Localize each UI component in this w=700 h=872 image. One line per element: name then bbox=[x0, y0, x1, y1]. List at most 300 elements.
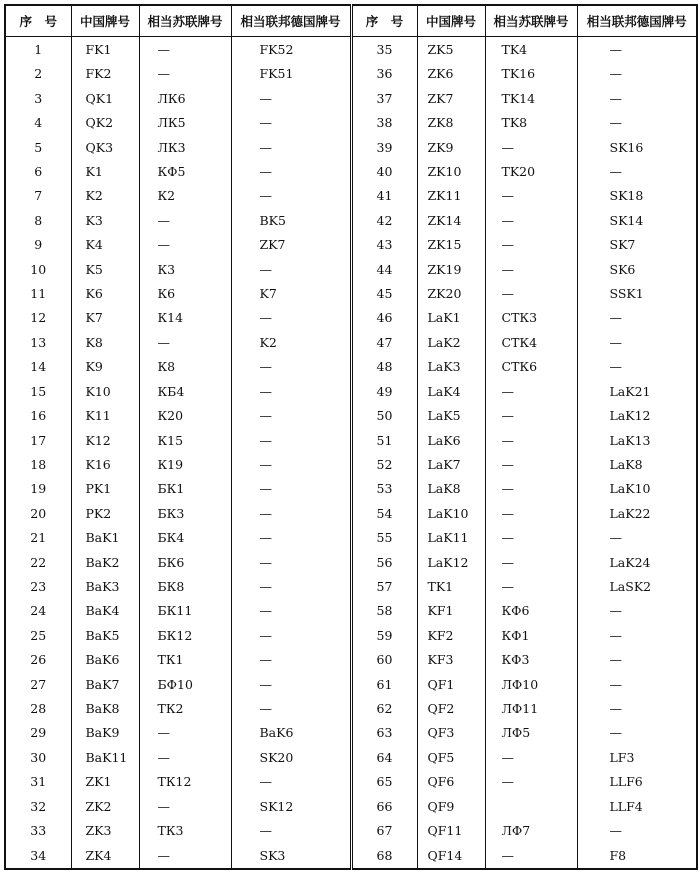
soviet-grade-cell: ЛФ11 bbox=[485, 696, 577, 720]
soviet-grade-cell: — bbox=[485, 379, 577, 403]
table-row bbox=[5, 721, 697, 745]
soviet-grade-cell: БК6 bbox=[139, 550, 231, 574]
soviet-grade-cell: — bbox=[139, 794, 231, 818]
index-cell: 64 bbox=[351, 745, 417, 769]
german-grade-cell: — bbox=[231, 574, 351, 598]
chinese-grade-cell: FK2 bbox=[71, 62, 139, 86]
index-cell: 18 bbox=[5, 452, 71, 476]
chinese-grade-cell: ZK4 bbox=[71, 843, 139, 869]
chinese-grade-cell: K3 bbox=[71, 208, 139, 232]
table-row bbox=[5, 843, 697, 869]
index-cell: 67 bbox=[351, 818, 417, 842]
chinese-grade-cell: ZK15 bbox=[417, 233, 485, 257]
index-cell: 27 bbox=[5, 672, 71, 696]
glass-grade-comparison-table bbox=[4, 4, 698, 870]
table-row bbox=[5, 574, 697, 598]
german-grade-cell: — bbox=[231, 599, 351, 623]
chinese-grade-cell: BaK3 bbox=[71, 574, 139, 598]
chinese-grade-cell: QF14 bbox=[417, 843, 485, 869]
soviet-grade-cell: КФ5 bbox=[139, 159, 231, 183]
german-grade-cell: — bbox=[231, 184, 351, 208]
soviet-grade-cell: ЛФ7 bbox=[485, 818, 577, 842]
table-row bbox=[5, 135, 697, 159]
header-cell: 相当苏联牌号 bbox=[485, 5, 577, 37]
soviet-grade-cell: — bbox=[139, 330, 231, 354]
index-cell: 66 bbox=[351, 794, 417, 818]
german-grade-cell: — bbox=[577, 86, 697, 110]
chinese-grade-cell: LaK8 bbox=[417, 477, 485, 501]
german-grade-cell: — bbox=[231, 86, 351, 110]
chinese-grade-cell: K4 bbox=[71, 233, 139, 257]
soviet-grade-cell: — bbox=[485, 843, 577, 869]
german-grade-cell: SK3 bbox=[231, 843, 351, 869]
soviet-grade-cell: ТК3 bbox=[139, 818, 231, 842]
german-grade-cell: — bbox=[231, 477, 351, 501]
german-grade-cell: BK5 bbox=[231, 208, 351, 232]
chinese-grade-cell: LaK10 bbox=[417, 501, 485, 525]
index-cell: 55 bbox=[351, 525, 417, 549]
soviet-grade-cell: БК1 bbox=[139, 477, 231, 501]
german-grade-cell: SK18 bbox=[577, 184, 697, 208]
table-row bbox=[5, 770, 697, 794]
soviet-grade-cell: ЛК6 bbox=[139, 86, 231, 110]
german-grade-cell: SK12 bbox=[231, 794, 351, 818]
soviet-grade-cell: ЛФ10 bbox=[485, 672, 577, 696]
soviet-grade-cell: — bbox=[485, 208, 577, 232]
german-grade-cell: K7 bbox=[231, 281, 351, 305]
soviet-grade-cell: К3 bbox=[139, 257, 231, 281]
german-grade-cell: — bbox=[231, 672, 351, 696]
soviet-grade-cell: — bbox=[485, 233, 577, 257]
table-row bbox=[5, 623, 697, 647]
german-grade-cell: K2 bbox=[231, 330, 351, 354]
chinese-grade-cell: KF3 bbox=[417, 647, 485, 671]
chinese-grade-cell: BaK11 bbox=[71, 745, 139, 769]
index-cell: 32 bbox=[5, 794, 71, 818]
german-grade-cell: LaK24 bbox=[577, 550, 697, 574]
soviet-grade-cell: СТК6 bbox=[485, 355, 577, 379]
table-row bbox=[5, 330, 697, 354]
german-grade-cell: — bbox=[231, 379, 351, 403]
soviet-grade-cell: К19 bbox=[139, 452, 231, 476]
chinese-grade-cell: LaK12 bbox=[417, 550, 485, 574]
german-grade-cell: — bbox=[577, 159, 697, 183]
index-cell: 57 bbox=[351, 574, 417, 598]
soviet-grade-cell: TK14 bbox=[485, 86, 577, 110]
german-grade-cell: — bbox=[231, 623, 351, 647]
chinese-grade-cell: LaK7 bbox=[417, 452, 485, 476]
header-cell: 相当联邦德国牌号 bbox=[231, 5, 351, 37]
index-cell: 35 bbox=[351, 37, 417, 62]
index-cell: 22 bbox=[5, 550, 71, 574]
table-row bbox=[5, 403, 697, 427]
chinese-grade-cell: BaK8 bbox=[71, 696, 139, 720]
soviet-grade-cell: БК12 bbox=[139, 623, 231, 647]
table-row bbox=[5, 111, 697, 135]
soviet-grade-cell: КФ6 bbox=[485, 599, 577, 623]
german-grade-cell: — bbox=[231, 501, 351, 525]
german-grade-cell: — bbox=[231, 770, 351, 794]
soviet-grade-cell: — bbox=[139, 721, 231, 745]
chinese-grade-cell: LaK5 bbox=[417, 403, 485, 427]
german-grade-cell: — bbox=[577, 62, 697, 86]
table-row bbox=[5, 159, 697, 183]
index-cell: 34 bbox=[5, 843, 71, 869]
index-cell: 48 bbox=[351, 355, 417, 379]
index-cell: 33 bbox=[5, 818, 71, 842]
chinese-grade-cell: BaK6 bbox=[71, 647, 139, 671]
index-cell: 61 bbox=[351, 672, 417, 696]
index-cell: 29 bbox=[5, 721, 71, 745]
chinese-grade-cell: BaK5 bbox=[71, 623, 139, 647]
index-cell: 53 bbox=[351, 477, 417, 501]
german-grade-cell: — bbox=[231, 159, 351, 183]
german-grade-cell: FK52 bbox=[231, 37, 351, 62]
header-cell: 序 号 bbox=[5, 5, 71, 37]
soviet-grade-cell: СТК3 bbox=[485, 306, 577, 330]
chinese-grade-cell: K8 bbox=[71, 330, 139, 354]
german-grade-cell: SSK1 bbox=[577, 281, 697, 305]
table-row bbox=[5, 257, 697, 281]
index-cell: 31 bbox=[5, 770, 71, 794]
table-row bbox=[5, 355, 697, 379]
soviet-grade-cell: ТК12 bbox=[139, 770, 231, 794]
chinese-grade-cell: LaK11 bbox=[417, 525, 485, 549]
chinese-grade-cell: K1 bbox=[71, 159, 139, 183]
chinese-grade-cell: LaK4 bbox=[417, 379, 485, 403]
soviet-grade-cell: — bbox=[485, 184, 577, 208]
chinese-grade-cell: K16 bbox=[71, 452, 139, 476]
chinese-grade-cell: ZK14 bbox=[417, 208, 485, 232]
table-header bbox=[5, 5, 697, 37]
soviet-grade-cell: К20 bbox=[139, 403, 231, 427]
german-grade-cell: SK16 bbox=[577, 135, 697, 159]
soviet-grade-cell: К15 bbox=[139, 428, 231, 452]
chinese-grade-cell: TK1 bbox=[417, 574, 485, 598]
chinese-grade-cell: KF1 bbox=[417, 599, 485, 623]
chinese-grade-cell: LaK2 bbox=[417, 330, 485, 354]
german-grade-cell: ZK7 bbox=[231, 233, 351, 257]
soviet-grade-cell: КБ4 bbox=[139, 379, 231, 403]
chinese-grade-cell: ZK2 bbox=[71, 794, 139, 818]
table-row bbox=[5, 818, 697, 842]
chinese-grade-cell: BaK7 bbox=[71, 672, 139, 696]
german-grade-cell: — bbox=[231, 403, 351, 427]
german-grade-cell: LaK22 bbox=[577, 501, 697, 525]
index-cell: 44 bbox=[351, 257, 417, 281]
soviet-grade-cell: К6 bbox=[139, 281, 231, 305]
chinese-grade-cell: ZK19 bbox=[417, 257, 485, 281]
chinese-grade-cell: K12 bbox=[71, 428, 139, 452]
chinese-grade-cell: QF6 bbox=[417, 770, 485, 794]
chinese-grade-cell: ZK11 bbox=[417, 184, 485, 208]
chinese-grade-cell: ZK10 bbox=[417, 159, 485, 183]
index-cell: 46 bbox=[351, 306, 417, 330]
german-grade-cell: — bbox=[577, 647, 697, 671]
index-cell: 42 bbox=[351, 208, 417, 232]
soviet-grade-cell: — bbox=[139, 62, 231, 86]
german-grade-cell: — bbox=[231, 135, 351, 159]
index-cell: 10 bbox=[5, 257, 71, 281]
chinese-grade-cell: ZK1 bbox=[71, 770, 139, 794]
chinese-grade-cell: QF9 bbox=[417, 794, 485, 818]
german-grade-cell: — bbox=[577, 330, 697, 354]
index-cell: 7 bbox=[5, 184, 71, 208]
table-row bbox=[5, 745, 697, 769]
soviet-grade-cell: ТК1 bbox=[139, 647, 231, 671]
chinese-grade-cell: QK2 bbox=[71, 111, 139, 135]
german-grade-cell: F8 bbox=[577, 843, 697, 869]
index-cell: 56 bbox=[351, 550, 417, 574]
chinese-grade-cell: K6 bbox=[71, 281, 139, 305]
german-grade-cell: — bbox=[577, 721, 697, 745]
german-grade-cell: — bbox=[231, 306, 351, 330]
table-row bbox=[5, 281, 697, 305]
soviet-grade-cell: TK20 bbox=[485, 159, 577, 183]
chinese-grade-cell: ZK3 bbox=[71, 818, 139, 842]
index-cell: 41 bbox=[351, 184, 417, 208]
german-grade-cell: — bbox=[577, 818, 697, 842]
soviet-grade-cell: БК8 bbox=[139, 574, 231, 598]
chinese-grade-cell: FK1 bbox=[71, 37, 139, 62]
german-grade-cell: LaK21 bbox=[577, 379, 697, 403]
soviet-grade-cell: КФ3 bbox=[485, 647, 577, 671]
table-row bbox=[5, 501, 697, 525]
german-grade-cell: — bbox=[577, 696, 697, 720]
index-cell: 2 bbox=[5, 62, 71, 86]
chinese-grade-cell: K9 bbox=[71, 355, 139, 379]
german-grade-cell: LaSK2 bbox=[577, 574, 697, 598]
index-cell: 68 bbox=[351, 843, 417, 869]
header-row bbox=[5, 5, 697, 37]
soviet-grade-cell: — bbox=[485, 525, 577, 549]
soviet-grade-cell: — bbox=[485, 428, 577, 452]
german-grade-cell: — bbox=[231, 111, 351, 135]
german-grade-cell: — bbox=[231, 257, 351, 281]
german-grade-cell: LLF4 bbox=[577, 794, 697, 818]
chinese-grade-cell: BaK4 bbox=[71, 599, 139, 623]
index-cell: 6 bbox=[5, 159, 71, 183]
german-grade-cell: SK7 bbox=[577, 233, 697, 257]
soviet-grade-cell: — bbox=[485, 574, 577, 598]
index-cell: 17 bbox=[5, 428, 71, 452]
soviet-grade-cell: — bbox=[485, 477, 577, 501]
german-grade-cell: FK51 bbox=[231, 62, 351, 86]
soviet-grade-cell: TK8 bbox=[485, 111, 577, 135]
table-row bbox=[5, 550, 697, 574]
german-grade-cell: LaK10 bbox=[577, 477, 697, 501]
index-cell: 4 bbox=[5, 111, 71, 135]
index-cell: 26 bbox=[5, 647, 71, 671]
table-row bbox=[5, 794, 697, 818]
german-grade-cell: — bbox=[577, 672, 697, 696]
index-cell: 38 bbox=[351, 111, 417, 135]
german-grade-cell: LaK13 bbox=[577, 428, 697, 452]
table-row bbox=[5, 62, 697, 86]
table-row bbox=[5, 37, 697, 62]
soviet-grade-cell: ЛК5 bbox=[139, 111, 231, 135]
german-grade-cell: — bbox=[231, 428, 351, 452]
chinese-grade-cell: ZK6 bbox=[417, 62, 485, 86]
index-cell: 8 bbox=[5, 208, 71, 232]
soviet-grade-cell: — bbox=[485, 550, 577, 574]
soviet-grade-cell: TK16 bbox=[485, 62, 577, 86]
index-cell: 47 bbox=[351, 330, 417, 354]
soviet-grade-cell: К14 bbox=[139, 306, 231, 330]
glass-grade-table-container bbox=[4, 4, 696, 870]
index-cell: 39 bbox=[351, 135, 417, 159]
chinese-grade-cell: LaK1 bbox=[417, 306, 485, 330]
index-cell: 63 bbox=[351, 721, 417, 745]
german-grade-cell: — bbox=[231, 550, 351, 574]
german-grade-cell: LaK8 bbox=[577, 452, 697, 476]
index-cell: 15 bbox=[5, 379, 71, 403]
soviet-grade-cell: — bbox=[139, 843, 231, 869]
table-row bbox=[5, 86, 697, 110]
soviet-grade-cell: — bbox=[485, 135, 577, 159]
header-cell: 序 号 bbox=[351, 5, 417, 37]
header-cell: 相当联邦德国牌号 bbox=[577, 5, 697, 37]
index-cell: 45 bbox=[351, 281, 417, 305]
chinese-grade-cell: BaK9 bbox=[71, 721, 139, 745]
index-cell: 1 bbox=[5, 37, 71, 62]
index-cell: 19 bbox=[5, 477, 71, 501]
chinese-grade-cell: QF3 bbox=[417, 721, 485, 745]
table-row bbox=[5, 452, 697, 476]
table-row bbox=[5, 696, 697, 720]
soviet-grade-cell: БК3 bbox=[139, 501, 231, 525]
table-row bbox=[5, 672, 697, 696]
german-grade-cell: — bbox=[231, 647, 351, 671]
table-row bbox=[5, 306, 697, 330]
index-cell: 9 bbox=[5, 233, 71, 257]
soviet-grade-cell: БК4 bbox=[139, 525, 231, 549]
soviet-grade-cell: — bbox=[485, 403, 577, 427]
german-grade-cell: — bbox=[577, 623, 697, 647]
index-cell: 21 bbox=[5, 525, 71, 549]
german-grade-cell: SK20 bbox=[231, 745, 351, 769]
chinese-grade-cell: PK1 bbox=[71, 477, 139, 501]
soviet-grade-cell: — bbox=[139, 233, 231, 257]
index-cell: 62 bbox=[351, 696, 417, 720]
chinese-grade-cell: K5 bbox=[71, 257, 139, 281]
index-cell: 30 bbox=[5, 745, 71, 769]
german-grade-cell: SK14 bbox=[577, 208, 697, 232]
chinese-grade-cell: K11 bbox=[71, 403, 139, 427]
chinese-grade-cell: PK2 bbox=[71, 501, 139, 525]
header-cell: 中国牌号 bbox=[417, 5, 485, 37]
german-grade-cell: — bbox=[231, 355, 351, 379]
soviet-grade-cell: СТК4 bbox=[485, 330, 577, 354]
table-row bbox=[5, 184, 697, 208]
table-row bbox=[5, 525, 697, 549]
index-cell: 37 bbox=[351, 86, 417, 110]
chinese-grade-cell: ZK20 bbox=[417, 281, 485, 305]
index-cell: 43 bbox=[351, 233, 417, 257]
german-grade-cell: — bbox=[577, 599, 697, 623]
german-grade-cell: — bbox=[231, 525, 351, 549]
soviet-grade-cell: БК11 bbox=[139, 599, 231, 623]
index-cell: 65 bbox=[351, 770, 417, 794]
chinese-grade-cell: QF1 bbox=[417, 672, 485, 696]
index-cell: 24 bbox=[5, 599, 71, 623]
index-cell: 60 bbox=[351, 647, 417, 671]
german-grade-cell: — bbox=[577, 525, 697, 549]
header-cell: 中国牌号 bbox=[71, 5, 139, 37]
soviet-grade-cell: ТК2 bbox=[139, 696, 231, 720]
index-cell: 50 bbox=[351, 403, 417, 427]
german-grade-cell: — bbox=[577, 37, 697, 62]
table-row bbox=[5, 208, 697, 232]
index-cell: 52 bbox=[351, 452, 417, 476]
soviet-grade-cell: TK4 bbox=[485, 37, 577, 62]
soviet-grade-cell: — bbox=[485, 257, 577, 281]
index-cell: 36 bbox=[351, 62, 417, 86]
german-grade-cell: LF3 bbox=[577, 745, 697, 769]
index-cell: 54 bbox=[351, 501, 417, 525]
index-cell: 23 bbox=[5, 574, 71, 598]
index-cell: 20 bbox=[5, 501, 71, 525]
soviet-grade-cell: ЛК3 bbox=[139, 135, 231, 159]
chinese-grade-cell: ZK9 bbox=[417, 135, 485, 159]
german-grade-cell: — bbox=[577, 306, 697, 330]
index-cell: 13 bbox=[5, 330, 71, 354]
soviet-grade-cell: — bbox=[485, 770, 577, 794]
table-row bbox=[5, 428, 697, 452]
chinese-grade-cell: QK1 bbox=[71, 86, 139, 110]
index-cell: 59 bbox=[351, 623, 417, 647]
german-grade-cell: — bbox=[231, 452, 351, 476]
index-cell: 51 bbox=[351, 428, 417, 452]
table-row bbox=[5, 647, 697, 671]
chinese-grade-cell: ZK5 bbox=[417, 37, 485, 62]
table-row bbox=[5, 233, 697, 257]
chinese-grade-cell: QF2 bbox=[417, 696, 485, 720]
soviet-grade-cell: БФ10 bbox=[139, 672, 231, 696]
chinese-grade-cell: BaK1 bbox=[71, 525, 139, 549]
soviet-grade-cell: — bbox=[485, 745, 577, 769]
chinese-grade-cell: K10 bbox=[71, 379, 139, 403]
german-grade-cell: — bbox=[577, 111, 697, 135]
header-cell: 相当苏联牌号 bbox=[139, 5, 231, 37]
index-cell: 3 bbox=[5, 86, 71, 110]
german-grade-cell: LLF6 bbox=[577, 770, 697, 794]
chinese-grade-cell: KF2 bbox=[417, 623, 485, 647]
german-grade-cell: — bbox=[231, 696, 351, 720]
soviet-grade-cell: — bbox=[139, 745, 231, 769]
index-cell: 49 bbox=[351, 379, 417, 403]
index-cell: 5 bbox=[5, 135, 71, 159]
soviet-grade-cell: КФ1 bbox=[485, 623, 577, 647]
soviet-grade-cell: — bbox=[139, 208, 231, 232]
index-cell: 16 bbox=[5, 403, 71, 427]
chinese-grade-cell: LaK3 bbox=[417, 355, 485, 379]
index-cell: 14 bbox=[5, 355, 71, 379]
soviet-grade-cell bbox=[485, 794, 577, 818]
chinese-grade-cell: QF5 bbox=[417, 745, 485, 769]
soviet-grade-cell: — bbox=[485, 281, 577, 305]
soviet-grade-cell: — bbox=[139, 37, 231, 62]
soviet-grade-cell: К8 bbox=[139, 355, 231, 379]
chinese-grade-cell: ZK7 bbox=[417, 86, 485, 110]
soviet-grade-cell: — bbox=[485, 501, 577, 525]
chinese-grade-cell: K7 bbox=[71, 306, 139, 330]
soviet-grade-cell: К2 bbox=[139, 184, 231, 208]
index-cell: 12 bbox=[5, 306, 71, 330]
chinese-grade-cell: BaK2 bbox=[71, 550, 139, 574]
german-grade-cell: LaK12 bbox=[577, 403, 697, 427]
index-cell: 25 bbox=[5, 623, 71, 647]
